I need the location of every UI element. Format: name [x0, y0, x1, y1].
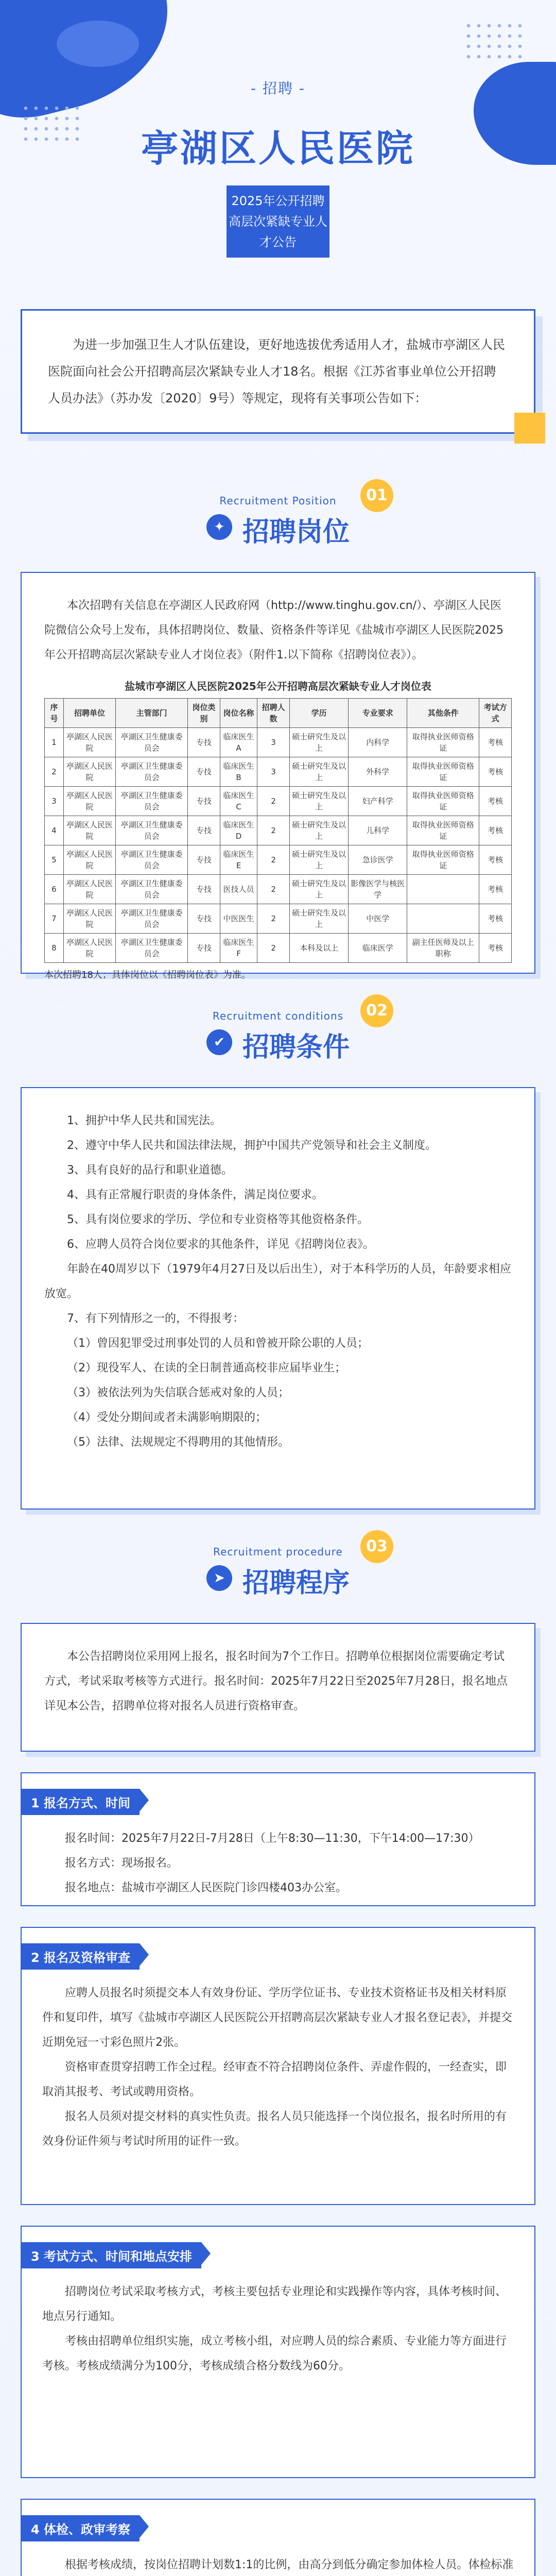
table-note: 本次招聘18人；具体岗位以《招聘岗位表》为准。 [44, 970, 251, 980]
table-cell: 急诊医学 [349, 845, 407, 875]
table-cell: 2 [257, 787, 290, 816]
table-cell: 亭湖区人民医院 [63, 787, 115, 816]
table-row [45, 845, 512, 875]
condition-item: （2）现役军人、在读的全日制普通高校非应届毕业生； [67, 1362, 346, 1375]
hero-header [0, 0, 556, 289]
section-title [206, 1561, 350, 1600]
table-cell: 专技 [188, 904, 220, 934]
table-cell: 临床医学 [349, 934, 407, 963]
procedure-paragraph: 应聘人员报名时须提交本人有效身份证、学历学位证书、专业技术资格证书及相关材料原件和复印件，填写《盐城市亭湖区人民医院公开招聘高层次紧缺专业人才报名登记表》，并提交近期免冠一寸彩色照片2张。 [42, 1987, 513, 2049]
table-cell: 亭湖区人民医院 [63, 934, 115, 963]
decor-blob [57, 21, 139, 67]
procedure-paragraph: 根据考核成绩，按岗位招聘计划数1:1的比例，由高分到低分确定参加体检人员。体检标准 [65, 2558, 514, 2571]
table-cell: 硕士研究生及以上 [290, 757, 349, 787]
table-cell: 硕士研究生及以上 [290, 904, 349, 934]
table-cell: 硕士研究生及以上 [290, 845, 349, 875]
table-cell: 4 [45, 816, 64, 845]
table-cell: 2 [257, 845, 290, 875]
table-cell: 临床医生E [220, 845, 257, 875]
recruit-tag: - 招聘 - [250, 80, 306, 97]
positions-paragraph: 本次招聘有关信息在亭湖区人民政府网（http://www.tinghu.gov.cn/）、亭湖区人民医院微信公众号上发布，具体招聘岗位、数量、资格条件等详见《盐城市亭湖区人民医院2025年公开招聘高层次紧缺专业人才岗位表》（附件1.以下简称《招聘岗位表》）。 [44, 599, 503, 662]
table-cell: 副主任医师及以上职称 [407, 934, 479, 963]
intro-text: 为进一步加强卫生人才队伍建设，更好地选拔优秀适用人才，盐城市亭湖区人民医院面向社会公开招聘高层次紧缺专业人才18名。根据《江苏省事业单位公开招聘人员办法》（苏办发〔2020〕9号）等规定，现将有关事项公告如下： [48, 337, 505, 405]
table-cell: 亭湖区卫生健康委员会 [116, 757, 188, 787]
table-cell: 8 [45, 934, 64, 963]
positions-card [21, 572, 535, 980]
procedure-block [21, 2226, 535, 2478]
procedure-intro: 本公告招聘岗位采用网上报名，报名时间为7个工作日。招聘单位根据岗位需要确定考试方式，考试采取考核等方式进行。报名时间：2025年7月22日至2025年7月28日，报名地点详见本公告，招聘单位将对报名人员进行资格审查。 [44, 1650, 508, 1713]
table-header-cell: 岗位名称 [220, 699, 257, 728]
procedure-paragraph: 报名方式：现场报名。 [65, 1857, 179, 1870]
table-cell: 亭湖区人民医院 [63, 757, 115, 787]
table-cell: 亭湖区卫生健康委员会 [116, 904, 188, 934]
section-title-text: 招聘程序 [242, 1568, 350, 1599]
condition-item: （5）法律、法规规定不得聘用的其他情形。 [67, 1436, 289, 1449]
table-cell: 亭湖区卫生健康委员会 [116, 787, 188, 816]
checklist-icon: ✔ [206, 1029, 232, 1055]
section-number-badge: 02 [360, 994, 393, 1027]
table-cell: 亭湖区卫生健康委员会 [116, 728, 188, 757]
table-cell: 临床医生F [220, 934, 257, 963]
condition-item: 年龄在40周岁以下（1979年4月27日及以后出生），对于本科学历的人员，年龄要求相应放宽。 [44, 1263, 511, 1300]
table-cell: 专技 [188, 757, 220, 787]
condition-item: 3、具有良好的品行和职业道德。 [67, 1164, 233, 1177]
table-row [45, 875, 512, 904]
table-cell: 内科学 [349, 728, 407, 757]
section-en-title: Recruitment conditions [212, 1010, 344, 1022]
table-cell: 中医学 [349, 904, 407, 934]
subtitle-line-2: 高层次紧缺专业人才公告 [229, 214, 327, 249]
table-header-cell: 序号 [45, 699, 64, 728]
conditions-card [21, 1087, 535, 1510]
section-header-conditions [0, 1002, 556, 1064]
procedure-block [21, 1772, 535, 1906]
table-cell: 本科及以上 [290, 934, 349, 963]
table-cell: 专技 [188, 845, 220, 875]
table-cell: 取得执业医师资格证 [407, 757, 479, 787]
condition-item: 1、拥护中华人民共和国宪法。 [67, 1114, 221, 1127]
table-cell: 2 [257, 904, 290, 934]
condition-item: 4、具有正常履行职责的身体条件，满足岗位要求。 [67, 1189, 323, 1201]
table-cell: 专技 [188, 728, 220, 757]
procedure-block [21, 2499, 535, 2576]
table-cell: 考核 [479, 787, 512, 816]
procedure-intro-card [21, 1623, 535, 1752]
table-cell: 临床医生D [220, 816, 257, 845]
table-cell: 考核 [479, 757, 512, 787]
table-row [45, 934, 512, 963]
table-header-cell: 其他条件 [407, 699, 479, 728]
procedure-block-tag: 2 报名及资格审查 [22, 1943, 140, 1970]
procedure-block [21, 1927, 535, 2205]
page-title: 亭湖区人民医院 [141, 127, 415, 170]
intro-card [21, 309, 535, 434]
section-title-text: 招聘岗位 [242, 517, 350, 548]
procedure-block-tag: 1 报名方式、时间 [22, 1789, 140, 1815]
section-en-title: Recruitment Position [219, 495, 337, 507]
condition-item: （4）受处分期间或者未满影响期限的； [67, 1411, 267, 1424]
section-title-text: 招聘条件 [242, 1032, 350, 1063]
procedure-paragraph: 资格审查贯穿招聘工作全过程。经审查不符合招聘岗位条件、弄虚作假的，一经查实，即取消其报考、考试或聘用资格。 [42, 2061, 507, 2098]
section-header-positions [0, 486, 556, 549]
procedure-paragraph: 考核由招聘单位组织实施，成立考核小组，对应聘人员的综合素质、专业能力等方面进行考核。考核成绩满分为100分，考核成绩合格分数线为60分。 [42, 2335, 507, 2372]
section-title [206, 510, 350, 549]
table-row [45, 816, 512, 845]
table-cell: 亭湖区人民医院 [63, 904, 115, 934]
section-header-procedure [0, 1537, 556, 1600]
section-number-badge: 03 [360, 1530, 393, 1563]
flow-icon: ➤ [206, 1565, 232, 1591]
condition-item: （3）被依法列为失信联合惩戒对象的人员； [67, 1386, 289, 1399]
table-cell: 影像医学与核医学 [349, 875, 407, 904]
table-cell: 考核 [479, 728, 512, 757]
condition-item: 5、具有岗位要求的学历、学位和专业资格等其他资格条件。 [67, 1213, 369, 1226]
section-number-badge: 01 [360, 479, 393, 512]
table-cell: 儿科学 [349, 816, 407, 845]
table-cell: 1 [45, 728, 64, 757]
subtitle-line-1: 2025年公开招聘 [231, 194, 325, 208]
table-cell: 取得执业医师资格证 [407, 816, 479, 845]
table-cell: 专技 [188, 934, 220, 963]
table-cell: 3 [45, 787, 64, 816]
table-header-cell: 招聘人数 [257, 699, 290, 728]
table-cell: 专技 [188, 787, 220, 816]
table-cell: 硕士研究生及以上 [290, 816, 349, 845]
table-cell: 临床医生B [220, 757, 257, 787]
table-cell: 2 [257, 875, 290, 904]
table-cell: 7 [45, 904, 64, 934]
table-cell: 3 [257, 728, 290, 757]
table-cell [407, 904, 479, 934]
table-cell: 2 [257, 934, 290, 963]
table-cell: 取得执业医师资格证 [407, 845, 479, 875]
table-row [45, 728, 512, 757]
table-cell: 考核 [479, 816, 512, 845]
table-cell: 亭湖区人民医院 [63, 816, 115, 845]
table-cell: 2 [45, 757, 64, 787]
table-title: 盐城市亭湖区人民医院2025年公开招聘高层次紧缺专业人才岗位表 [125, 680, 431, 692]
table-cell: 中医医生 [220, 904, 257, 934]
table-header-cell: 专业要求 [349, 699, 407, 728]
table-cell: 妇产科学 [349, 787, 407, 816]
table-header-cell: 岗位类别 [188, 699, 220, 728]
table-row [45, 904, 512, 934]
table-cell: 6 [45, 875, 64, 904]
table-cell: 专技 [188, 875, 220, 904]
table-cell: 亭湖区卫生健康委员会 [116, 934, 188, 963]
section-title [206, 1025, 350, 1064]
subtitle-box [227, 185, 329, 258]
conditions-list [44, 1109, 512, 1455]
table-cell: 亭湖区人民医院 [63, 875, 115, 904]
table-cell: 硕士研究生及以上 [290, 787, 349, 816]
table-cell: 3 [257, 757, 290, 787]
table-cell: 亭湖区人民医院 [63, 845, 115, 875]
condition-item: 7、有下列情形之一的，不得报考： [67, 1312, 244, 1325]
table-cell: 取得执业医师资格证 [407, 728, 479, 757]
table-cell: 亭湖区卫生健康委员会 [116, 816, 188, 845]
table-cell: 外科学 [349, 757, 407, 787]
table-cell: 临床医生A [220, 728, 257, 757]
table-cell: 亭湖区卫生健康委员会 [116, 875, 188, 904]
procedure-paragraph: 报名时间：2025年7月22日-7月28日（上午8:30—11:30，下午14:00—17:30） [65, 1832, 480, 1845]
table-cell: 考核 [479, 934, 512, 963]
positions-table [44, 698, 512, 963]
table-cell: 亭湖区卫生健康委员会 [116, 845, 188, 875]
table-cell: 考核 [479, 875, 512, 904]
table-cell: 临床医生C [220, 787, 257, 816]
briefcase-icon: ✦ [206, 514, 232, 540]
table-header-cell: 招聘单位 [63, 699, 115, 728]
procedure-paragraph: 招聘岗位考试采取考核方式，考核主要包括专业理论和实践操作等内容，具体考核时间、地点另行通知。 [42, 2285, 507, 2323]
decor-dots [463, 21, 525, 62]
table-cell: 考核 [479, 845, 512, 875]
table-cell: 2 [257, 816, 290, 845]
table-cell: 取得执业医师资格证 [407, 787, 479, 816]
table-cell: 硕士研究生及以上 [290, 728, 349, 757]
procedure-paragraph: 报名地点：盐城市亭湖区人民医院门诊四楼403办公室。 [65, 1882, 347, 1894]
table-cell: 考核 [479, 904, 512, 934]
table-header-cell: 考试方式 [479, 699, 512, 728]
condition-item: 2、遵守中华人民共和国法律法规，拥护中国共产党领导和社会主义制度。 [67, 1139, 437, 1152]
table-header-cell: 主管部门 [116, 699, 188, 728]
decor-square [514, 413, 545, 444]
condition-item: 6、应聘人员符合岗位要求的其他条件，详见《招聘岗位表》。 [67, 1238, 374, 1251]
table-cell [407, 875, 479, 904]
table-cell: 硕士研究生及以上 [290, 875, 349, 904]
table-cell: 专技 [188, 816, 220, 845]
table-cell: 亭湖区人民医院 [63, 728, 115, 757]
table-row [45, 787, 512, 816]
table-cell: 医技人员 [220, 875, 257, 904]
procedure-paragraph: 报名人员须对提交材料的真实性负责。报名人员只能选择一个岗位报名，报名时所用的有效身份证件须与考试时所用的证件一致。 [42, 2110, 507, 2148]
table-row [45, 757, 512, 787]
section-en-title: Recruitment procedure [213, 1546, 343, 1558]
table-cell: 5 [45, 845, 64, 875]
procedure-block-tag: 3 考试方式、时间和地点安排 [22, 2242, 201, 2268]
table-header-cell: 学历 [290, 699, 349, 728]
condition-item: （1）曾因犯罪受过刑事处罚的人员和曾被开除公职的人员； [67, 1337, 369, 1350]
procedure-block-tag: 4 体检、政审考察 [22, 2515, 140, 2541]
